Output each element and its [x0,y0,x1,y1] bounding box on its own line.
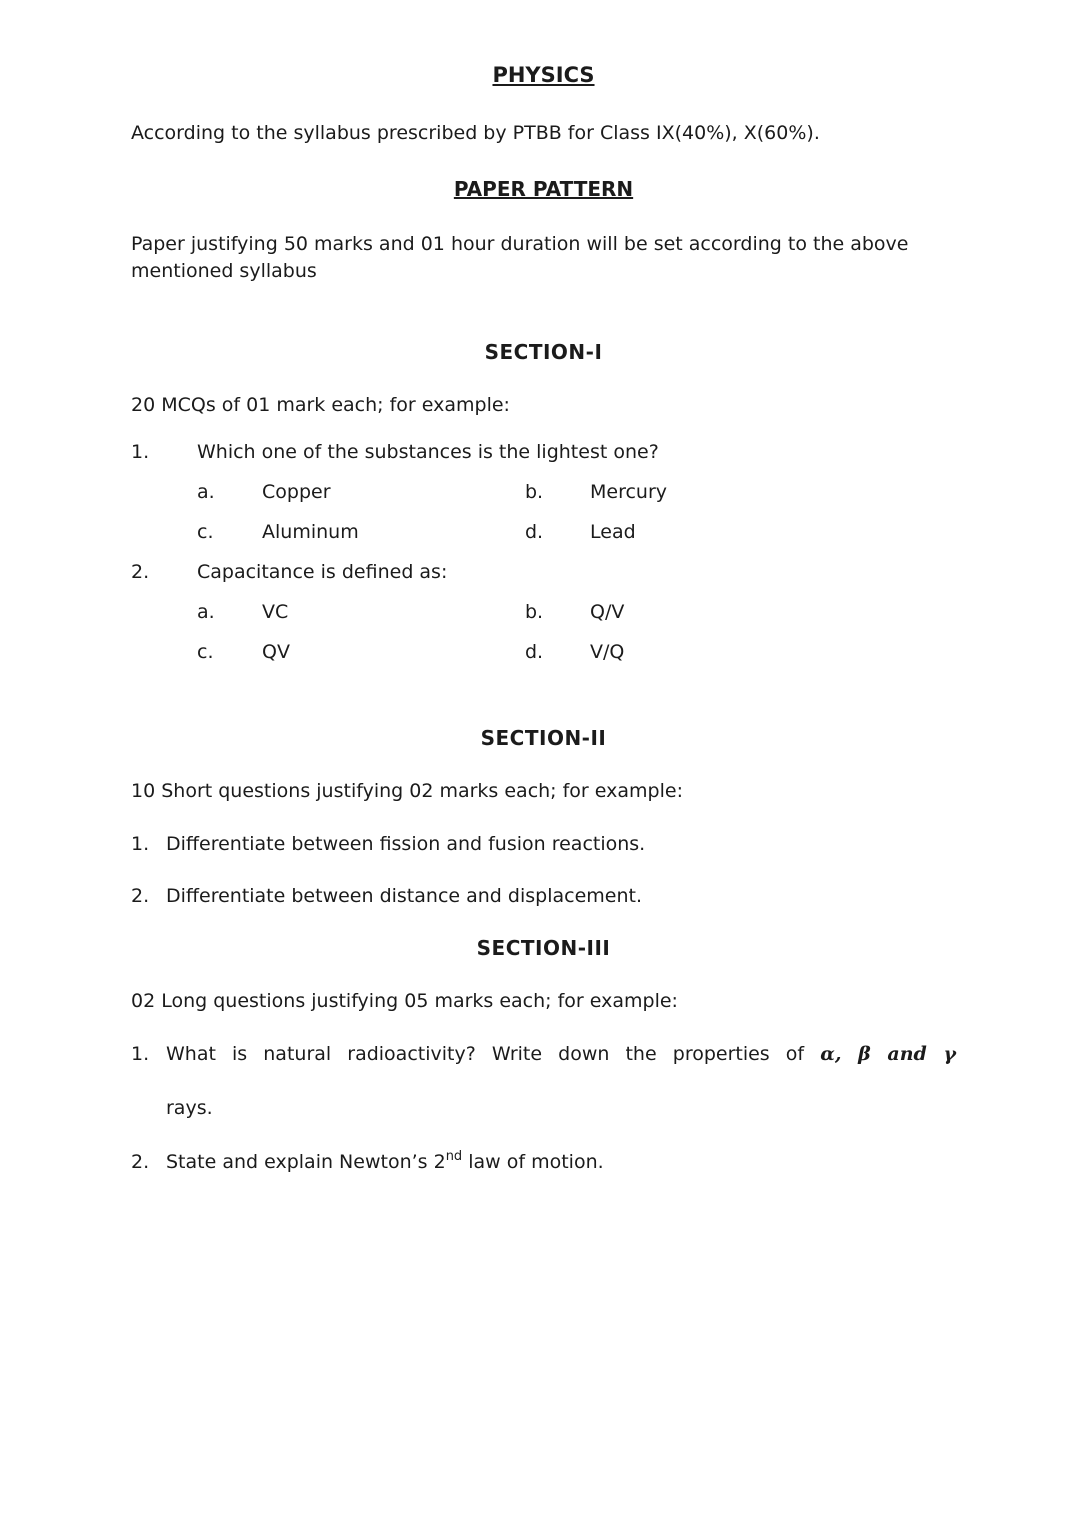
item-number: 1. [131,1043,150,1065]
option-label: a. [197,481,215,503]
option-text: VC [262,601,289,623]
option-label: c. [197,521,214,543]
option-label: b. [525,481,544,503]
mcq-option-row [197,512,956,552]
mcq-question [131,552,956,592]
short-question-item [131,883,956,910]
option-label: d. [525,521,544,543]
question-number: 2. [131,561,150,583]
item-text-prefix: State and explain Newton’s 2 [166,1151,446,1173]
item-number: 1. [131,833,150,855]
document-content [131,62,956,1176]
item-text [166,1149,956,1176]
mcq-option-row [197,592,956,632]
item-text-suffix: law of motion. [462,1151,604,1173]
option-text: Lead [590,521,636,543]
paper-pattern-heading: PAPER PATTERN [453,177,634,201]
item-text: Differentiate between fission and fusion reactions. [166,833,646,855]
option-text: Q/V [590,601,625,623]
document-title: PHYSICS [492,63,595,87]
section-2-heading: SECTION-II [480,726,607,750]
ordinal-superscript: nd [445,1149,463,1164]
short-question-item [131,831,956,858]
mcq-question [131,432,956,472]
item-text-line-1 [166,1041,956,1068]
option-text: QV [262,641,290,663]
item-text-line-2: rays. [166,1097,213,1119]
paper-pattern-paragraph: Paper justifying 50 marks and 01 hour duration will be set according to the above mentioned syllabus [131,233,909,282]
item-number: 2. [131,1151,150,1173]
option-text: Copper [262,481,331,503]
mcq-option-row [197,472,956,512]
question-text: Capacitance is defined as: [197,561,448,583]
mcq-option-row [197,632,956,672]
section-3-heading: SECTION-III [476,936,611,960]
syllabus-intro-paragraph: According to the syllabus prescribed by PTBB for Class IX(40%), X(60%). [131,122,820,144]
option-text: Mercury [590,481,668,503]
item-text: Differentiate between distance and displacement. [166,885,642,907]
greek-math-text: α, β and γ [820,1043,956,1065]
item-body [166,1041,956,1122]
option-text: Aluminum [262,521,359,543]
long-question-item [131,1041,956,1122]
option-label: a. [197,601,215,623]
option-text: V/Q [590,641,625,663]
option-label: d. [525,641,544,663]
section-2-intro: 10 Short questions justifying 02 marks each; for example: [131,780,683,802]
option-label: c. [197,641,214,663]
section-3-intro: 02 Long questions justifying 05 marks each; for example: [131,990,678,1012]
question-text: Which one of the substances is the lightest one? [197,441,659,463]
item-number: 2. [131,885,150,907]
question-number: 1. [131,441,150,463]
option-label: b. [525,601,544,623]
long-question-item [131,1149,956,1176]
section-1-intro: 20 MCQs of 01 mark each; for example: [131,394,510,416]
item-text: What is natural radioactivity? Write down the properties of [166,1043,805,1065]
section-1-heading: SECTION-I [484,340,603,364]
